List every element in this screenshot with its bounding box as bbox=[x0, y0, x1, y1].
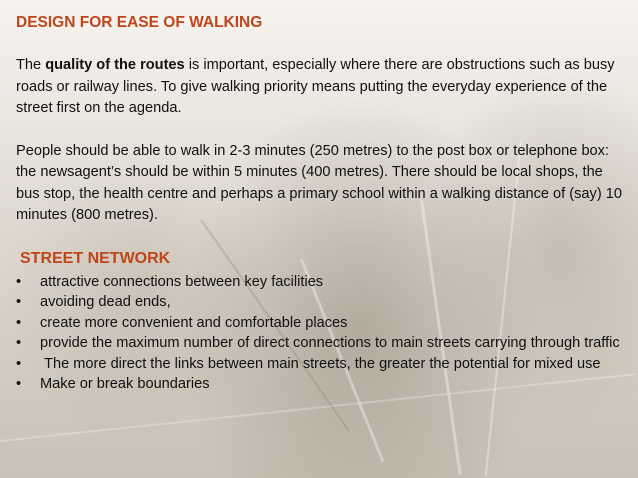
list-item bbox=[16, 313, 626, 334]
bullet-icon: • bbox=[16, 294, 22, 310]
slide-title: DESIGN FOR EASE OF WALKING bbox=[16, 14, 263, 31]
bullet-icon: • bbox=[16, 335, 22, 351]
list-item-text: attractive connections between key facilities bbox=[40, 273, 324, 290]
section-title-street-network: STREET NETWORK bbox=[20, 249, 171, 267]
list-item bbox=[16, 374, 626, 395]
slide-content bbox=[16, 12, 626, 395]
bullet-icon: • bbox=[16, 314, 22, 331]
list-item-text: create more convenient and comfortable places bbox=[40, 314, 348, 331]
list-item bbox=[16, 354, 626, 375]
paragraph-rest: is important, especially where there are obstructions such as busy roads or railway lines. To give walking priority means putting the everyday experience of the street first on the agenda. bbox=[16, 57, 615, 116]
paragraph-walking-distances: People should be able to walk in 2-3 minutes (250 metres) to the post box or telephone box: the newsagent’s should be within 5 minutes (400 metres). There should be local shops, the bus stop, the health centre and perhaps a primary school within a walking distance of (say) 10 minutes (800 metres). bbox=[16, 142, 622, 223]
bullet-list bbox=[16, 272, 626, 395]
bullet-icon: • bbox=[16, 355, 22, 372]
paragraph-route-quality bbox=[16, 55, 626, 120]
list-item-text: The more direct the links between main streets, the greater the potential for mixed use bbox=[40, 355, 601, 372]
list-item-text: provide the maximum number of direct connections to main streets carrying through traffic bbox=[40, 335, 620, 351]
bullet-icon: • bbox=[16, 273, 22, 290]
list-item-text: Make or break boundaries bbox=[40, 376, 210, 392]
paragraph-lead: The bbox=[16, 57, 46, 73]
bullet-icon: • bbox=[16, 376, 22, 392]
paragraph-emphasis: quality of the routes bbox=[45, 57, 185, 73]
list-item bbox=[16, 333, 626, 354]
list-item bbox=[16, 292, 626, 313]
list-item-text: avoiding dead ends, bbox=[40, 294, 171, 310]
list-item bbox=[16, 272, 626, 293]
